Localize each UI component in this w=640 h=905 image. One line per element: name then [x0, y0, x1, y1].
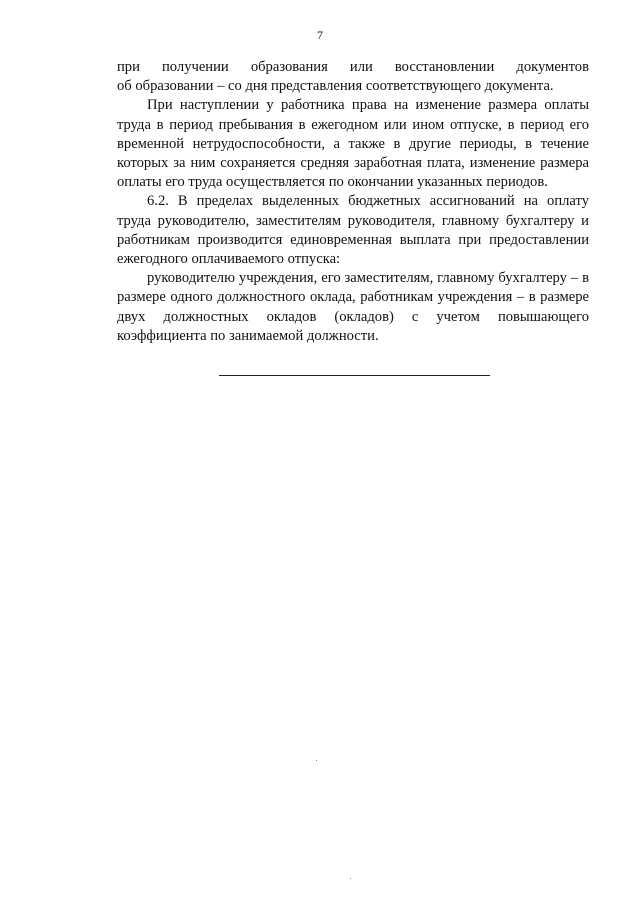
page-number: 7 — [317, 28, 323, 42]
end-of-text-rule — [219, 375, 490, 376]
paragraph-line: при получении образования или восстановлении документов — [117, 59, 589, 75]
document-body — [117, 58, 589, 346]
paragraph-pay-change: При наступлении у работника права на изменение размера оплаты труда в период пребывания в ежегодном или ином отпуске, в период его временной нетрудоспособности, а также в другие периоды, в течение которых за ним сохраняется средняя заработная плата, изменение размера оплаты его труда осуществляется по окончании указанных периодов. — [117, 97, 589, 191]
paragraph-line: об образовании – со дня представления соответствующего документа. — [117, 78, 554, 95]
paragraph-lump-sum-amount: руководителю учреждения, его заместителям, главному бухгалтеру – в размере одного должностного оклада, работникам учреждения – в размере двух должностных окладов (окладов) с учетом повышающего коэффициента по занимаемой должности. — [117, 270, 589, 344]
scan-speck — [350, 878, 351, 879]
paragraph-continuation — [117, 58, 589, 96]
scan-speck — [316, 760, 317, 761]
paragraph-6-2: 6.2. В пределах выделенных бюджетных ассигнований на оплату труда руководителю, заместителям руководителя, главному бухгалтеру и работникам производится единовременная выплата при предоставлении ежегодного оплачиваемого отпуска: — [117, 193, 589, 268]
